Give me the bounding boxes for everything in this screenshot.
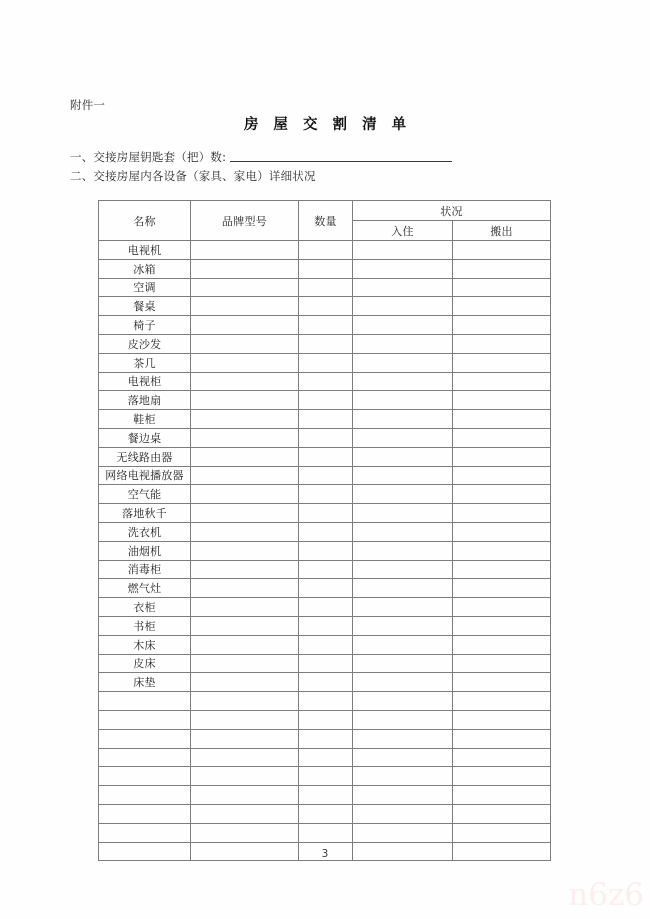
table-row-blank [99,786,551,805]
clause-line-2 [70,165,570,184]
table-row-blank [99,767,551,786]
cell-quantity[interactable] [299,823,353,842]
cell-condition-move-out[interactable] [453,616,551,635]
cell-quantity[interactable] [299,278,353,297]
clause-text: 一、交接房屋钥匙套（把）数: [70,150,227,164]
cell-condition-move-in[interactable] [353,710,453,729]
cell-quantity[interactable] [299,447,353,466]
cell-condition-move-in[interactable] [353,428,453,447]
cell-brand-model[interactable] [191,729,299,748]
cell-item-name: 书柜 [99,616,191,635]
cell-brand-model[interactable] [191,353,299,372]
table-body [99,241,551,861]
cell-brand-model[interactable] [191,804,299,823]
cell-quantity[interactable] [299,654,353,673]
cell-quantity[interactable] [299,316,353,335]
cell-condition-move-out[interactable] [453,241,551,260]
page-title: 房 屋 交 割 清 单 [243,117,412,133]
cell-condition-move-out[interactable] [453,522,551,541]
cell-item-name: 鞋柜 [99,410,191,429]
column-header-brand-model: 品牌型号 [191,201,299,241]
cell-condition-move-in[interactable] [353,522,453,541]
cell-quantity[interactable] [299,504,353,523]
cell-brand-model[interactable] [191,485,299,504]
cell-condition-move-in[interactable] [353,485,453,504]
cell-item-name[interactable] [99,748,191,767]
cell-brand-model[interactable] [191,710,299,729]
cell-brand-model[interactable] [191,786,299,805]
cell-brand-model[interactable] [191,372,299,391]
column-header-name: 名称 [99,201,191,241]
cell-brand-model[interactable] [191,447,299,466]
cell-condition-move-out[interactable] [453,729,551,748]
cell-condition-move-in[interactable] [353,334,453,353]
table-row [99,334,551,353]
table-row-blank [99,823,551,842]
cell-brand-model[interactable] [191,748,299,767]
cell-quantity[interactable] [299,786,353,805]
cell-condition-move-out[interactable] [453,297,551,316]
cell-condition-move-out[interactable] [453,804,551,823]
key-count-fill-field[interactable] [230,160,452,162]
cell-brand-model[interactable] [191,297,299,316]
cell-condition-move-in[interactable] [353,504,453,523]
cell-quantity[interactable] [299,241,353,260]
cell-brand-model[interactable] [191,334,299,353]
cell-condition-move-out[interactable] [453,466,551,485]
table-row [99,579,551,598]
table-row [99,673,551,692]
cell-quantity[interactable] [299,710,353,729]
table-header [99,201,551,241]
cell-condition-move-out[interactable] [453,560,551,579]
cell-condition-move-in[interactable] [353,316,453,335]
cell-condition-move-in[interactable] [353,654,453,673]
column-header-move-in: 入住 [353,221,453,241]
table-row [99,635,551,654]
cell-brand-model[interactable] [191,767,299,786]
cell-brand-model[interactable] [191,428,299,447]
cell-condition-move-in[interactable] [353,804,453,823]
attachment-label: 附件一 [70,98,106,112]
table-row [99,259,551,278]
cell-item-name: 油烟机 [99,541,191,560]
cell-condition-move-in[interactable] [353,635,453,654]
cell-item-name[interactable] [99,710,191,729]
cell-item-name: 空气能 [99,485,191,504]
cell-item-name[interactable] [99,767,191,786]
cell-condition-move-in[interactable] [353,259,453,278]
cell-quantity[interactable] [299,748,353,767]
table-row [99,297,551,316]
watermark: n6z6 [568,877,644,913]
table-row [99,241,551,260]
cell-condition-move-in[interactable] [353,391,453,410]
cell-condition-move-in[interactable] [353,598,453,617]
cell-quantity[interactable] [299,410,353,429]
cell-quantity[interactable] [299,541,353,560]
table-row-blank [99,710,551,729]
cell-condition-move-in[interactable] [353,616,453,635]
cell-item-name: 茶几 [99,353,191,372]
cell-brand-model[interactable] [191,598,299,617]
cell-brand-model[interactable] [191,823,299,842]
cell-item-name: 衣柜 [99,598,191,617]
table-row [99,560,551,579]
cell-condition-move-out[interactable] [453,485,551,504]
clause-text: 二、交接房屋内各设备（家具、家电）详细状况 [70,169,316,183]
cell-item-name: 落地秋千 [99,504,191,523]
cell-quantity[interactable] [299,598,353,617]
cell-item-name[interactable] [99,823,191,842]
cell-item-name[interactable] [99,729,191,748]
cell-brand-model[interactable] [191,541,299,560]
cell-brand-model[interactable] [191,504,299,523]
cell-condition-move-out[interactable] [453,710,551,729]
cell-quantity[interactable] [299,485,353,504]
cell-item-name: 洗衣机 [99,522,191,541]
cell-brand-model[interactable] [191,560,299,579]
table-header-row-top [99,201,551,221]
cell-quantity[interactable] [299,297,353,316]
cell-condition-move-out[interactable] [453,447,551,466]
cell-condition-move-in[interactable] [353,541,453,560]
column-header-quantity: 数量 [299,201,353,241]
cell-brand-model[interactable] [191,673,299,692]
cell-condition-move-in[interactable] [353,241,453,260]
column-header-move-out: 搬出 [453,221,551,241]
cell-item-name: 电视柜 [99,372,191,391]
cell-quantity[interactable] [299,692,353,711]
cell-condition-move-out[interactable] [453,748,551,767]
cell-item-name: 餐边桌 [99,428,191,447]
table-row-blank [99,804,551,823]
cell-brand-model[interactable] [191,616,299,635]
cell-condition-move-out[interactable] [453,635,551,654]
cell-item-name[interactable] [99,786,191,805]
cell-item-name: 燃气灶 [99,579,191,598]
table-row [99,447,551,466]
table-row [99,541,551,560]
table-row [99,466,551,485]
cell-condition-move-in[interactable] [353,447,453,466]
cell-item-name: 冰箱 [99,259,191,278]
cell-condition-move-out[interactable] [453,259,551,278]
cell-item-name[interactable] [99,692,191,711]
table-row [99,278,551,297]
table-row [99,598,551,617]
cell-brand-model[interactable] [191,241,299,260]
cell-condition-move-out[interactable] [453,353,551,372]
cell-condition-move-out[interactable] [453,334,551,353]
cell-condition-move-out[interactable] [453,391,551,410]
cell-item-name: 消毒柜 [99,560,191,579]
cell-item-name: 网络电视播放器 [99,466,191,485]
table-row [99,372,551,391]
cell-condition-move-in[interactable] [353,466,453,485]
cell-condition-move-out[interactable] [453,767,551,786]
cell-item-name: 床垫 [99,673,191,692]
cell-brand-model[interactable] [191,259,299,278]
table-row [99,316,551,335]
cell-condition-move-out[interactable] [453,504,551,523]
cell-condition-move-in[interactable] [353,560,453,579]
cell-item-name: 餐桌 [99,297,191,316]
cell-condition-move-out[interactable] [453,541,551,560]
cell-brand-model[interactable] [191,391,299,410]
cell-condition-move-in[interactable] [353,278,453,297]
cell-brand-model[interactable] [191,635,299,654]
cell-condition-move-out[interactable] [453,428,551,447]
cell-item-name: 椅子 [99,316,191,335]
cell-condition-move-out[interactable] [453,410,551,429]
cell-brand-model[interactable] [191,579,299,598]
cell-quantity[interactable] [299,522,353,541]
cell-item-name: 空调 [99,278,191,297]
cell-item-name: 无线路由器 [99,447,191,466]
cell-item-name: 落地扇 [99,391,191,410]
table-row [99,616,551,635]
cell-condition-move-in[interactable] [353,823,453,842]
table-row-blank [99,729,551,748]
table-row [99,522,551,541]
table-row [99,428,551,447]
cell-quantity[interactable] [299,673,353,692]
table-row [99,410,551,429]
cell-brand-model[interactable] [191,692,299,711]
cell-quantity[interactable] [299,767,353,786]
cell-quantity[interactable] [299,635,353,654]
cell-brand-model[interactable] [191,410,299,429]
cell-brand-model[interactable] [191,316,299,335]
table-row-blank [99,692,551,711]
cell-quantity[interactable] [299,579,353,598]
cell-item-name: 皮沙发 [99,334,191,353]
cell-quantity[interactable] [299,729,353,748]
cell-condition-move-in[interactable] [353,767,453,786]
cell-quantity[interactable] [299,466,353,485]
clause-line-1 [70,146,570,165]
table-row [99,353,551,372]
table-row [99,485,551,504]
cell-condition-move-out[interactable] [453,372,551,391]
cell-brand-model[interactable] [191,466,299,485]
cell-quantity[interactable] [299,428,353,447]
cell-condition-move-out[interactable] [453,823,551,842]
page-number: 3 [321,848,329,860]
cell-condition-move-out[interactable] [453,673,551,692]
cell-condition-move-in[interactable] [353,729,453,748]
cell-condition-move-in[interactable] [353,372,453,391]
cell-condition-move-out[interactable] [453,278,551,297]
table-row [99,654,551,673]
table-row-blank [99,748,551,767]
cell-condition-move-in[interactable] [353,297,453,316]
cell-item-name[interactable] [99,804,191,823]
cell-quantity[interactable] [299,372,353,391]
cell-quantity[interactable] [299,391,353,410]
cell-quantity[interactable] [299,334,353,353]
cell-quantity[interactable] [299,616,353,635]
cell-brand-model[interactable] [191,278,299,297]
cell-condition-move-out[interactable] [453,654,551,673]
cell-condition-move-out[interactable] [453,692,551,711]
cell-brand-model[interactable] [191,654,299,673]
cell-condition-move-in[interactable] [353,673,453,692]
table-row [99,391,551,410]
cell-quantity[interactable] [299,353,353,372]
cell-item-name: 皮床 [99,654,191,673]
inventory-table [98,200,551,861]
cell-brand-model[interactable] [191,522,299,541]
cell-condition-move-in[interactable] [353,748,453,767]
cell-condition-move-in[interactable] [353,353,453,372]
cell-quantity[interactable] [299,804,353,823]
cell-quantity[interactable] [299,259,353,278]
cell-item-name: 木床 [99,635,191,654]
clause-list [70,146,570,184]
cell-condition-move-out[interactable] [453,579,551,598]
cell-condition-move-in[interactable] [353,786,453,805]
column-header-condition: 状况 [353,201,551,221]
cell-condition-move-in[interactable] [353,410,453,429]
cell-condition-move-in[interactable] [353,579,453,598]
cell-condition-move-out[interactable] [453,786,551,805]
table-row [99,504,551,523]
cell-item-name: 电视机 [99,241,191,260]
cell-condition-move-in[interactable] [353,692,453,711]
cell-condition-move-out[interactable] [453,598,551,617]
cell-quantity[interactable] [299,560,353,579]
cell-condition-move-out[interactable] [453,316,551,335]
